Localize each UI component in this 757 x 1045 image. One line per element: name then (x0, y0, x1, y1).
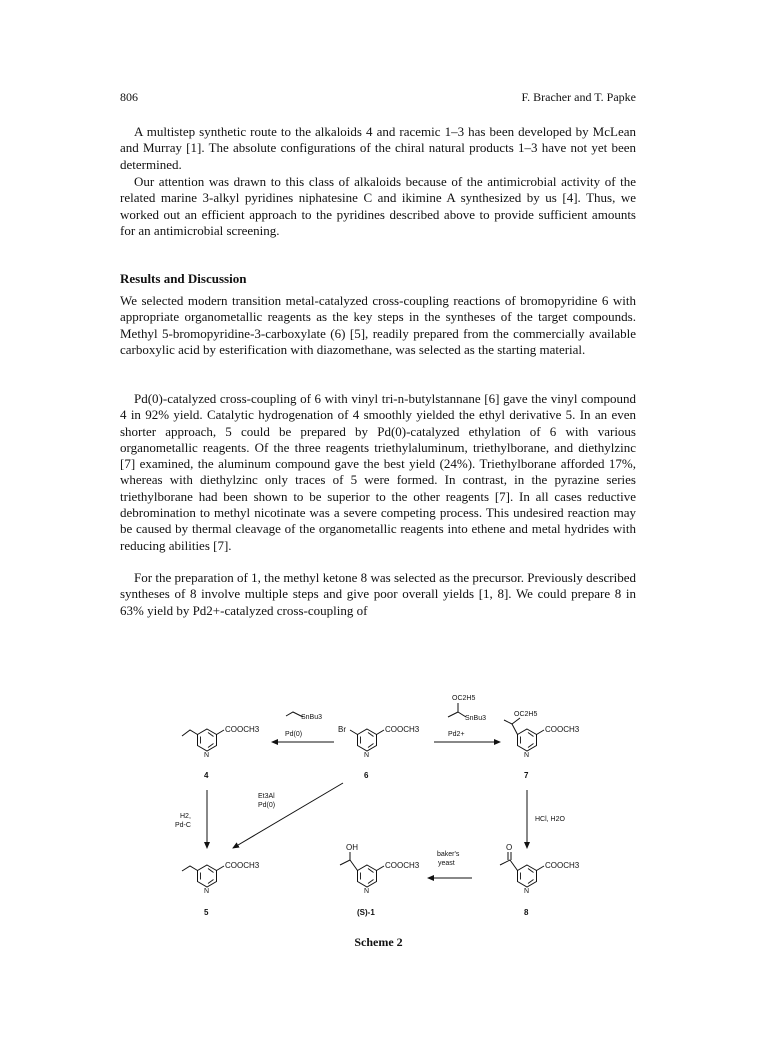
reagent-bakers: baker's (437, 851, 460, 858)
pyridine-n: N (524, 752, 530, 759)
compound-label-8: 8 (524, 908, 529, 917)
compound-label-s1: (S)-1 (357, 908, 375, 917)
ester-group: COOCH3 (225, 861, 260, 870)
reagent-et3al: Et3Al (258, 793, 275, 800)
paragraph-1: A multistep synthetic route to the alkaloids 4 and racemic 1–3 has been developed by McLean and Murray [1]. The absolute configurations of the chiral natural products 1–3 have not yet been determined. (120, 124, 636, 172)
page-header (120, 90, 636, 106)
scheme-drawing (0, 690, 757, 935)
paragraph-2: Our attention was drawn to this class of alkaloids because of the antimicrobial activity of the related marine 3-alkyl pyridines niphatesine C and ikimine A synthesized by us [4]. Thus, we worked out an efficient approach to the pyridines described above to provide sufficient amounts for an antimicrobial screening. (120, 174, 636, 238)
compound-6 (338, 725, 420, 780)
reagent-pd0-ethylation: Pd(0) (258, 802, 276, 809)
ester-group: COOCH3 (225, 725, 260, 734)
running-head-authors: F. Bracher and T. Papke (521, 90, 636, 104)
ester-group: COOCH3 (545, 861, 580, 870)
pyridine-n: N (204, 752, 210, 759)
compound-8 (500, 843, 580, 917)
compound-4 (182, 725, 260, 780)
ester-group: COOCH3 (385, 861, 420, 870)
reagent-pd0: Pd(0) (285, 731, 303, 738)
page-number: 806 (120, 90, 138, 104)
pyridine-n: N (204, 888, 210, 895)
keto-oxygen: O (506, 843, 513, 852)
reagent-vinyl-ether-oc2h5: OC2H5 (452, 695, 476, 702)
section-heading: Results and Discussion (120, 271, 247, 286)
reagent-pd2: Pd2+ (448, 731, 465, 738)
bromo-group: Br (338, 725, 346, 734)
reagent-snbu3: SnBu3 (301, 714, 323, 721)
paragraph-3: We selected modern transition metal-catalyzed cross-coupling reactions of bromopyridine 6 with appropriate organometallic reagents as the key steps in the syntheses of the target compounds. Methyl 5-bromopyridine-3-carboxylate (6) [5], readily prepared from the commercially available carboxylic acid by esterification with diazomethane, was selected as the starting material. (120, 293, 636, 357)
hydroxy-group: OH (346, 843, 358, 852)
compound-label-7: 7 (524, 771, 529, 780)
compound-label-6: 6 (364, 771, 369, 780)
compound-s-1 (340, 843, 420, 917)
compound-label-5: 5 (204, 908, 209, 917)
pyridine-n: N (524, 888, 530, 895)
reagent-yeast: yeast (438, 860, 455, 867)
reagent-hcl-h2o: HCl, H2O (535, 816, 565, 823)
reagent-pdc: Pd-C (175, 822, 191, 829)
ester-group: COOCH3 (545, 725, 580, 734)
ethoxy-group: OC2H5 (514, 711, 538, 718)
compound-5 (182, 861, 260, 917)
compound-7 (504, 711, 580, 780)
paragraph-5: For the preparation of 1, the methyl ketone 8 was selected as the precursor. Previously described syntheses of 8 involve multiple steps and give poor overall yields [1, 8]. We could prepare 8 in 63% yield by Pd2+-catalyzed cross-coupling of (120, 570, 636, 618)
reagent-h2: H2, (180, 813, 191, 820)
compound-label-4: 4 (204, 771, 209, 780)
paragraph-4: Pd(0)-catalyzed cross-coupling of 6 with vinyl tri-n-butylstannane [6] gave the vinyl compound 4 in 92% yield. Catalytic hydrogenation of 4 smoothly yielded the ethyl derivative 5. In an even shorter approach, 5 could be prepared by Pd(0)-catalyzed ethylation of 6 with various organometallic reagents. Of the three reagents triethylaluminum, triethylborane, and diethylzinc [7] examined, the aluminum compound gave the best yield (24%). Triethylborane afforded 17%, whereas with diethylzinc only traces of 5 were formed. In contrast, in the pyrazine series triethylborane had been shown to be superior to the other reagents [7]. In all cases reductive debromination to methyl nicotinate was a severe competing process. This undesired reaction may be caused by thermal cleavage of the organometallic reagents into ethene and metal hydrides with reducing abilities [7]. (120, 391, 636, 553)
reagent-snbu3: SnBu3 (465, 715, 487, 722)
scheme-caption: Scheme 2 (354, 935, 403, 949)
pyridine-n: N (364, 888, 370, 895)
reaction-scheme (0, 690, 757, 960)
pyridine-n: N (364, 752, 370, 759)
ester-group: COOCH3 (385, 725, 420, 734)
